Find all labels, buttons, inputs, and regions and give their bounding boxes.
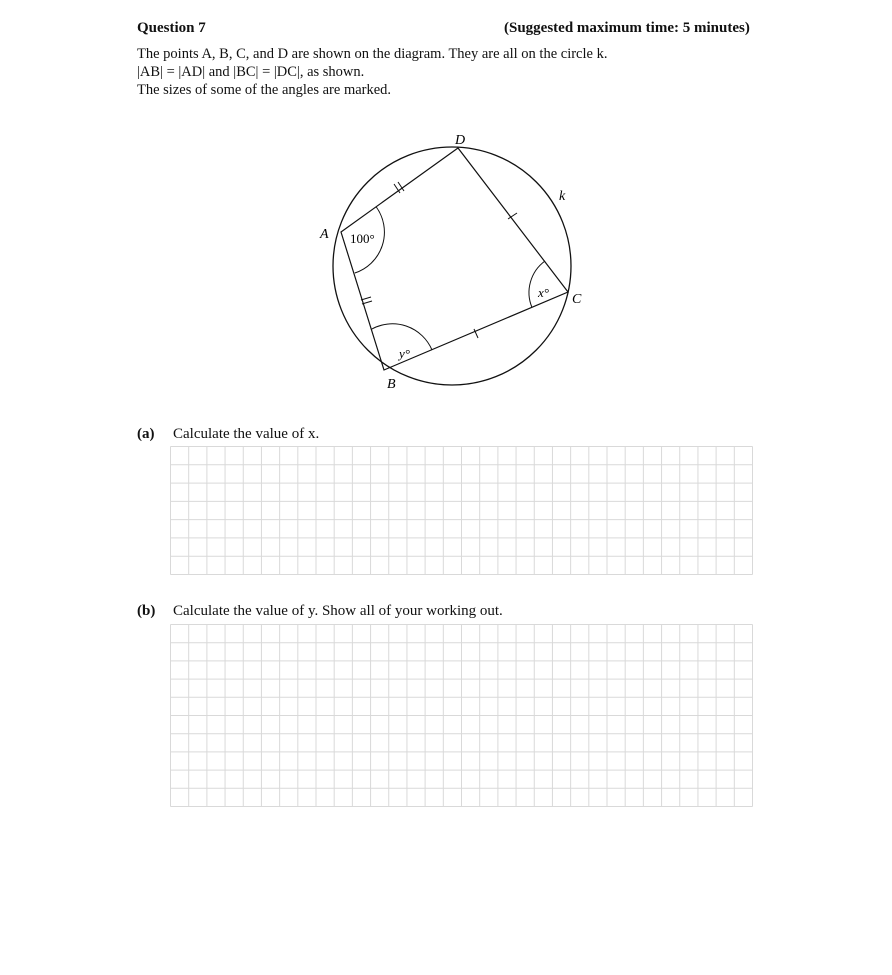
- part-a-label: (a): [137, 426, 155, 442]
- part-a-text: Calculate the value of x.: [173, 426, 320, 442]
- suggested-time: (Suggested maximum time: 5 minutes): [504, 20, 750, 36]
- label-k: k: [559, 189, 566, 204]
- answer-grid-a[interactable]: [170, 446, 753, 575]
- label-b: B: [387, 377, 396, 392]
- part-b-label: (b): [137, 603, 156, 619]
- cyclic-quadrilateral-diagram: [0, 0, 892, 420]
- equal-side-marks: [361, 182, 517, 338]
- grid-lines-a: [170, 446, 753, 575]
- angle-a-value: 100°: [350, 231, 375, 246]
- grid-lines-b: [170, 624, 753, 807]
- label-d: D: [455, 133, 466, 148]
- question-number: Question 7: [137, 20, 206, 36]
- intro-line-2: |AB| = |AD| and |BC| = |DC|, as shown.: [137, 64, 365, 80]
- intro-line-1: The points A, B, C, and D are shown on the diagram. They are all on the circle k.: [137, 46, 608, 62]
- label-a: A: [320, 227, 329, 242]
- intro-line-3: The sizes of some of the angles are marked.: [137, 82, 392, 98]
- angle-c-value: x°: [538, 285, 549, 300]
- angle-b-value: y°: [399, 346, 410, 361]
- label-c: C: [572, 292, 582, 307]
- part-b-text: Calculate the value of y. Show all of your working out.: [173, 603, 503, 619]
- answer-grid-b[interactable]: [170, 624, 753, 807]
